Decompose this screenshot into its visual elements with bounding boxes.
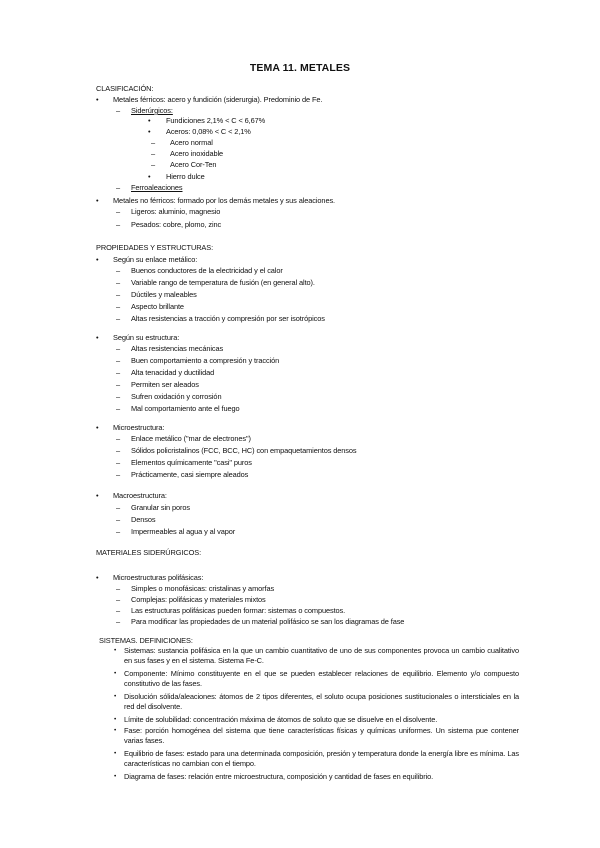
list-item: Granular sin poros — [131, 503, 190, 512]
list-item: Aceros: 0,08% < C < 2,1% — [166, 127, 251, 136]
dash-icon: – — [116, 183, 121, 192]
bullet-icon: • — [148, 127, 151, 136]
dash-icon: – — [116, 404, 121, 413]
dash-icon: – — [116, 302, 121, 311]
bullet-icon: • — [96, 573, 99, 582]
dash-icon: – — [116, 266, 121, 275]
definition-item: Equilibrio de fases: estado para una determinada composición, presión y temperatura donde la energía libre es mínima. Las características no cambian con el tiempo. — [124, 749, 519, 768]
list-item: Para modificar las propiedades de un material polifásico se san los diagramas de fase — [131, 617, 405, 626]
list-item: Las estructuras polifásicas pueden formar: sistemas o compuestos. — [131, 606, 346, 615]
list-item: Hierro dulce — [166, 172, 205, 181]
dash-icon: – — [116, 368, 121, 377]
list-item: Fundiciones 2,1% < C < 6,67% — [166, 116, 266, 125]
dash-icon: – — [116, 278, 121, 287]
bullet-icon: • — [96, 333, 99, 342]
section-heading-clasificacion: CLASIFICACIÓN: — [96, 84, 154, 93]
list-item: Enlace metálico ("mar de electrones") — [131, 434, 251, 443]
list-item: Impermeables al agua y al vapor — [131, 527, 236, 536]
dash-icon: – — [116, 392, 121, 401]
bullet-icon: • — [96, 423, 99, 432]
section-heading-sistemas: SISTEMAS. DEFINICIONES: — [99, 636, 193, 645]
dash-icon: – — [116, 220, 121, 229]
dash-icon: – — [151, 160, 156, 169]
dash-icon: – — [116, 446, 121, 455]
list-item: Elementos químicamente "casi" puros — [131, 458, 252, 467]
list-item: Sufren oxidación y corrosión — [131, 392, 222, 401]
list-item: Aspecto brillante — [131, 302, 184, 311]
dash-icon: – — [116, 584, 121, 593]
dash-icon: – — [116, 106, 121, 115]
list-item: Sólidos policristalinos (FCC, BCC, HC) con empaquetamientos densos — [131, 446, 357, 455]
list-item: Acero normal — [170, 138, 213, 147]
list-item: Densos — [131, 515, 156, 524]
dash-icon: – — [151, 138, 156, 147]
dash-icon: – — [116, 290, 121, 299]
bullet-icon: • — [96, 196, 99, 205]
list-item: Acero inoxidable — [170, 149, 224, 158]
list-item: Acero Cor-Ten — [170, 160, 217, 169]
definition-item: Disolución sólida/aleaciones: átomos de 2 tipos diferentes, el soluto ocupa posiciones sustitucionales o intersticiales en la red del disolvente. — [124, 692, 519, 711]
document-title: TEMA 11. METALES — [249, 62, 351, 74]
list-item: Según su estructura: — [113, 333, 180, 342]
bullet-icon: • — [96, 491, 99, 500]
definition-item: Componente: Mínimo constituyente en el que se pueden establecer relaciones de equilibrio. Elemento y/o compuesto constitutivo de las fases. — [124, 669, 519, 688]
list-item: Según su enlace metálico: — [113, 255, 198, 264]
dash-icon: – — [116, 207, 121, 216]
list-item: Metales férricos: acero y fundición (siderurgia). Predominio de Fe. — [113, 95, 323, 104]
dash-icon: – — [116, 617, 121, 626]
list-item: Variable rango de temperatura de fusión (en general alto). — [131, 278, 315, 287]
list-item: Dúctiles y maleables — [131, 290, 197, 299]
definition-item: Límite de solubilidad: concentración máxima de átomos de soluto que se disuelve en el disolvente. — [124, 715, 438, 724]
bullet-icon: • — [148, 116, 151, 125]
bullet-icon: • — [114, 773, 117, 780]
list-item: Altas resistencias a tracción y compresión por ser isotrópicos — [131, 314, 325, 323]
list-item: Pesados: cobre, plomo, zinc — [131, 220, 222, 229]
dash-icon: – — [116, 527, 121, 536]
dash-icon: – — [116, 470, 121, 479]
list-item: Buen comportamiento a compresión y tracción — [131, 356, 280, 365]
dash-icon: – — [116, 344, 121, 353]
bullet-icon: • — [114, 670, 117, 677]
list-item: Microestructura: — [113, 423, 165, 432]
dash-icon: – — [116, 515, 121, 524]
dash-icon: – — [116, 595, 121, 604]
bullet-icon: • — [114, 647, 117, 654]
dash-icon: – — [116, 434, 121, 443]
bullet-icon: • — [114, 750, 117, 757]
dash-icon: – — [116, 458, 121, 467]
bullet-icon: • — [114, 727, 117, 734]
section-heading-propiedades: PROPIEDADES Y ESTRUCTURAS: — [96, 243, 214, 252]
list-item: Alta tenacidad y ductilidad — [131, 368, 215, 377]
list-item: Ligeros: aluminio, magnesio — [131, 207, 221, 216]
dash-icon: – — [116, 314, 121, 323]
list-item: Mal comportamiento ante el fuego — [131, 404, 240, 413]
definition-item: Sistemas: sustancia polifásica en la que un cambio cuantitativo de uno de sus componentes provoca un cambio cualitativo en sus fases y en el sistema. Sistema Fe-C. — [124, 646, 519, 665]
list-item: Prácticamente, casi siempre aleados — [131, 470, 249, 479]
list-item: Metales no férricos: formado por los demás metales y sus aleaciones. — [113, 196, 336, 205]
dash-icon: – — [116, 606, 121, 615]
bullet-icon: • — [96, 255, 99, 264]
list-item: Complejas: polifásicas y materiales mixtos — [131, 595, 266, 604]
dash-icon: – — [116, 356, 121, 365]
definition-item: Diagrama de fases: relación entre microestructura, composición y cantidad de fases en equilibrio. — [124, 772, 434, 781]
list-item: Ferroaleaciones — [131, 183, 183, 192]
list-item: Macroestructura: — [113, 491, 167, 500]
definition-item: Fase: porción homogénea del sistema que tiene características físicas y químicas uniformes. Un sistema pue contener varias fases. — [124, 726, 519, 745]
bullet-icon: • — [114, 693, 117, 700]
bullet-icon: • — [148, 172, 151, 181]
list-item: Siderúrgicos: — [131, 106, 173, 115]
bullet-icon: • — [114, 716, 117, 723]
list-item: Altas resistencias mecánicas — [131, 344, 224, 353]
list-item: Simples o monofásicas: cristalinas y amorfas — [131, 584, 275, 593]
dash-icon: – — [151, 149, 156, 158]
list-item: Permiten ser aleados — [131, 380, 199, 389]
dash-icon: – — [116, 380, 121, 389]
list-item: Microestructuras polifásicas: — [113, 573, 204, 582]
bullet-icon: • — [96, 95, 99, 104]
list-item: Buenos conductores de la electricidad y el calor — [131, 266, 283, 275]
dash-icon: – — [116, 503, 121, 512]
section-heading-materiales: MATERIALES SIDERÚRGICOS: — [96, 548, 202, 557]
